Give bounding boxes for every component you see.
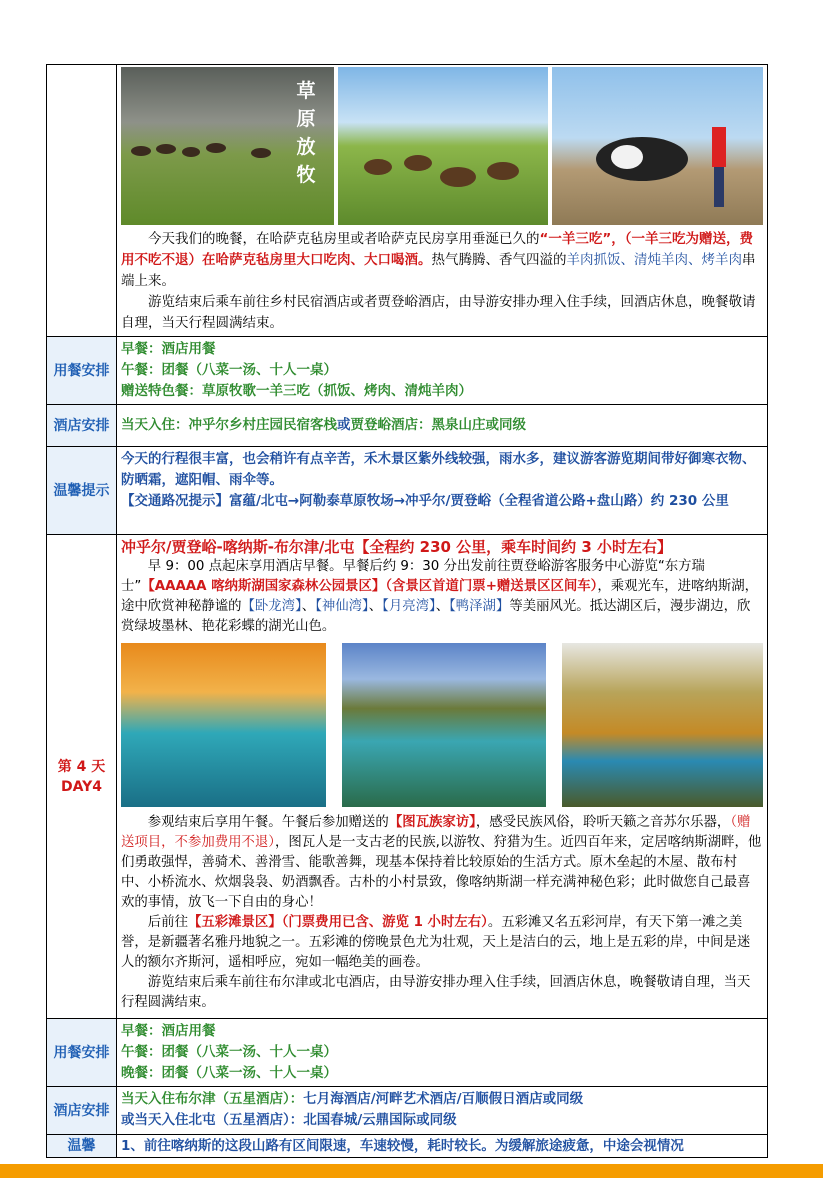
traffic-tip: 【交通路况提示】富蕴/北屯→阿勒泰草原牧场→冲乎尔/贾登峪（全程省道公路+盘山路）约 230 公里 xyxy=(121,493,729,509)
day4-content xyxy=(117,535,768,1019)
meal-label: 用餐安排 xyxy=(47,337,117,405)
kanas-lake-autumn-photo xyxy=(121,643,326,807)
hotel-label-day4: 酒店安排 xyxy=(47,1087,117,1135)
prairie-photo-strip xyxy=(121,67,763,225)
meal-arrangement-day4 xyxy=(117,1019,768,1087)
day4-route-header: 冲乎尔/贾登峪-喀纳斯-布尔津/北屯【全程约 230 公里，乘车时间约 3 小时左右】 xyxy=(121,538,673,556)
hotel-arrangement: 当天入住：冲乎尔乡村庄园民宿客栈或贾登峪酒店：黑泉山庄或同级 xyxy=(117,405,768,447)
kanas-misty-forest-photo xyxy=(562,643,763,807)
tuva-paragraph: 参观结束后享用午餐。午餐后参加赠送的【图瓦族家访】，感受民族风俗，聆听天籁之音苏尔乐器，（赠送项目，不参加费用不退），图瓦人是一支古老的民族,以游牧、狩猎为生。近四百年来，定居喀纳斯湖畔，他们勇敢强悍，善骑术、善滑雪、能歌善舞，现基本保持着比较原始的生活方式。原木垒起的木屋、散布村中、小桥流水、炊烟袅袅、奶酒飘香。古朴的小村景致，像喀纳斯湖一样充满神秘色彩；此时做您自己最喜欢的事情，放飞一下自由的身心！ xyxy=(121,815,762,910)
evening-paragraph: 游览结束后乘车前往乡村民宿酒店或者贾登峪酒店，由导游安排办理入住手续，回酒店休息，晚餐敬请自理，当天行程圆满结束。 xyxy=(121,294,756,331)
prairie-caption: 草原放牧 xyxy=(296,80,316,186)
dinner-paragraph: 今天我们的晚餐，在哈萨克毡房里或者哈萨克民房享用垂涎已久的“一羊三吃”，（一羊三吃为赠送，费用不吃不退）在哈萨克毡房里大口吃肉、大口喝酒。热气腾腾、香气四溢的羊肉抓饭、清炖羊肉、烤羊肉串端上来。 xyxy=(121,231,756,289)
lunch-line: 午餐：团餐（八菜一汤、十人一桌） xyxy=(121,362,337,378)
kanas-photo-strip xyxy=(121,643,763,807)
empty-label-cell xyxy=(47,65,117,337)
hotel-arrangement-day4: 当天入住布尔津（五星酒店）：七月海酒店/河畔艺术酒店/百顺假日酒店或同级 或当天入住北屯（五星酒店）：北国春城/云鼎国际或同级 xyxy=(117,1087,768,1135)
hotel-label: 酒店安排 xyxy=(47,405,117,447)
tips-text: 今天的行程很丰富，也会稍许有点辛苦，禾木景区紫外线较强，雨水多，建议游客游览期间带好御寒衣物、防晒霜，遮阳帽、雨伞等。 xyxy=(121,451,756,488)
itinerary-table xyxy=(46,64,768,1158)
meal-arrangement xyxy=(117,337,768,405)
special-meal-line: 赠送特色餐：草原牧歌一羊三吃（抓饭、烤肉、清炖羊肉） xyxy=(121,383,472,399)
day4-evening-paragraph: 游览结束后乘车前往布尔津或北屯酒店，由导游安排办理入住手续，回酒店休息，晚餐敬请自理，当天行程圆满结束。 xyxy=(121,975,751,1010)
prairie-horses-photo xyxy=(121,67,334,225)
tips-label: 温馨提示 xyxy=(47,447,117,535)
tips-content-day4: 1、前往喀纳斯的这段山路有区间限速，车速较慢，耗时较长。为缓解旅途疲惫，中途会视情况 xyxy=(117,1135,768,1158)
day4-label: 第 4 天 DAY4 xyxy=(47,535,117,1019)
dinner-line: 晚餐：团餐（八菜一汤、十人一桌） xyxy=(121,1065,337,1081)
kanas-paragraph: 早 9：00 点起床享用酒店早餐。早餐后约 9：30 分出发前往贾登峪游客服务中心游览“东方瑞士”【AAAAA 喀纳斯湖国家森林公园景区】（含景区首道门票+赠送景区区间车），乘观光车，进喀纳斯湖，途中欣赏神秘静谧的【卧龙湾】、【神仙湾】、【月亮湾】、【鸭泽湖】等美丽风光。抵达湖区后，漫步湖边，欣赏绿坡墨林、艳花彩蝶的湖光山色。 xyxy=(121,559,759,634)
meal-label-day4: 用餐安排 xyxy=(47,1019,117,1087)
cow-and-tourist-photo xyxy=(552,67,763,225)
prairie-content-cell xyxy=(117,65,768,337)
tips-content xyxy=(117,447,768,535)
kanas-river-bend-photo xyxy=(342,643,545,807)
footer-bar xyxy=(0,1164,823,1178)
wucaitan-paragraph: 后前往【五彩滩景区】（门票费用已含、游览 1 小时左右）。五彩滩又名五彩河岸，有天下第一滩之美誉，是新疆著名雅丹地貌之一。五彩滩的傍晚景色尤为壮观，天上是洁白的云，地上是五彩的岸，中间是迷人的额尔齐斯河，遥相呼应，宛如一幅绝美的画卷。 xyxy=(121,915,751,970)
cattle-herd-photo xyxy=(338,67,549,225)
breakfast-line: 早餐：酒店用餐 xyxy=(121,341,216,357)
breakfast-line: 早餐：酒店用餐 xyxy=(121,1023,216,1039)
tips-label-day4: 温馨 xyxy=(47,1135,117,1158)
lunch-line: 午餐：团餐（八菜一汤、十人一桌） xyxy=(121,1044,337,1060)
